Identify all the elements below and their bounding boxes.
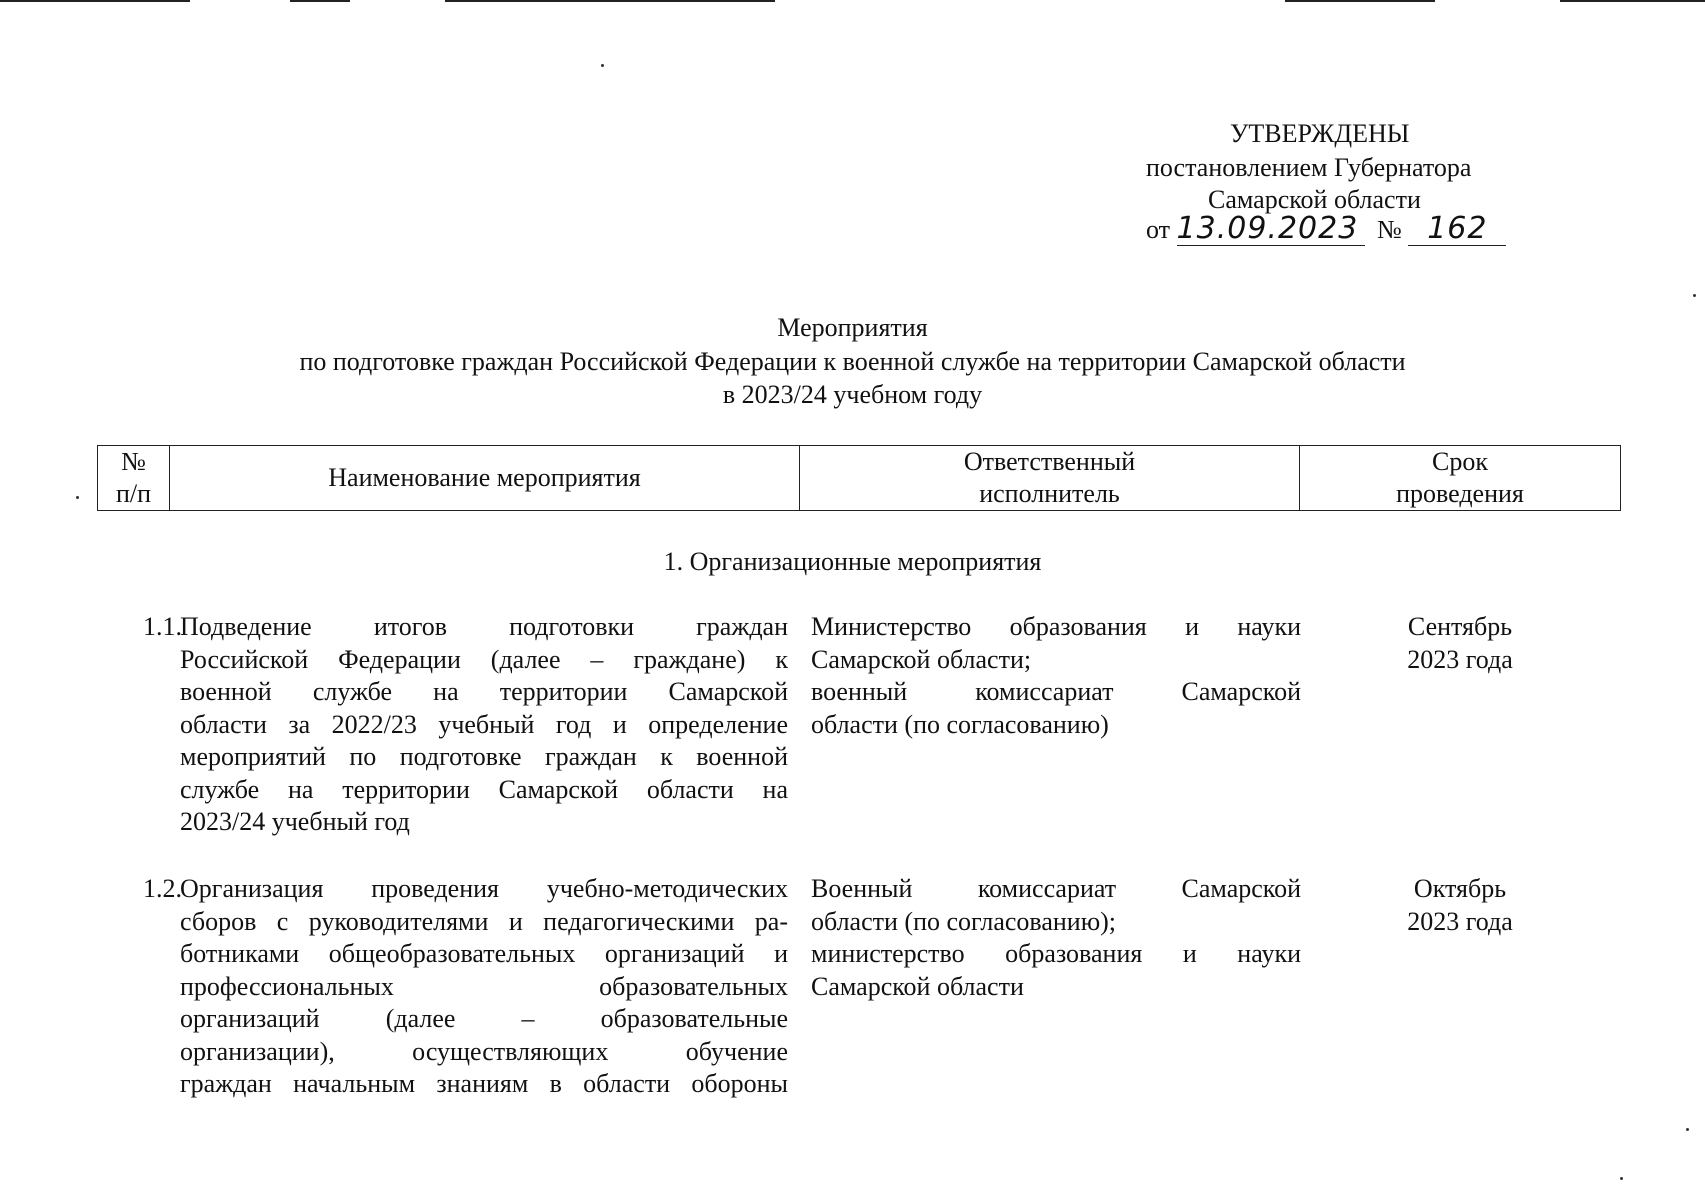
- scan-edge-line: [0, 0, 190, 2]
- event-name-line: граждан начальным знаниям в области обороны: [180, 1069, 788, 1098]
- row-term: [1330, 873, 1590, 938]
- row-responsible: [811, 873, 1301, 1003]
- row-term: [1330, 611, 1590, 676]
- term-line: Сентябрь: [1407, 612, 1513, 641]
- header-number-line2: п/п: [115, 479, 152, 508]
- header-responsible-cell: [800, 446, 1300, 511]
- document-subtitle-year: в 2023/24 учебном году: [722, 380, 983, 409]
- scan-edge-line: [1560, 0, 1705, 2]
- term-line: Октябрь: [1413, 874, 1507, 903]
- event-name-line: сборов с руководителями и педагогическими ра-: [180, 906, 788, 936]
- approval-line-region: Самарской области: [1208, 185, 1421, 214]
- event-name-line: области за 2022/23 учебный год и определение: [180, 709, 788, 739]
- header-name-text: Наименование мероприятия: [328, 463, 641, 492]
- responsible-line: Военный комиссариат Самарской: [811, 874, 1301, 903]
- event-name-line: организации), осуществляющих обучение: [180, 1036, 788, 1066]
- row-event-name: [180, 873, 788, 1101]
- event-name-line: мероприятий по подготовке граждан к военной: [180, 742, 788, 771]
- header-name-cell: [170, 446, 800, 511]
- handwritten-number: 162: [1427, 211, 1488, 246]
- event-name-line: Подведение итогов подготовки граждан: [180, 612, 788, 641]
- responsible-line: области (по согласованию): [811, 709, 1109, 739]
- event-name-line: ботниками общеобразовательных организаций и: [180, 939, 788, 968]
- document-subtitle: по подготовке граждан Российской Федерации к военной службе на территории Самарской области: [299, 347, 1406, 376]
- scan-speck: [601, 64, 604, 67]
- scan-edge-line: [290, 0, 350, 2]
- approval-heading: УТВЕРЖДЕНЫ: [1230, 119, 1410, 148]
- event-name-line: 2023/24 учебный год: [180, 807, 410, 836]
- event-name-line: военной службе на территории Самарской: [180, 677, 788, 706]
- number-prefix: №: [1377, 215, 1402, 244]
- handwritten-date: 13.09.2023: [1176, 211, 1359, 246]
- scan-edge-line: [1285, 0, 1435, 2]
- term-line: 2023 года: [1407, 906, 1513, 936]
- header-number-line1: №: [121, 447, 146, 476]
- responsible-line: министерство образования и науки: [811, 939, 1301, 968]
- header-term-line1: Срок: [1432, 447, 1488, 476]
- event-name-line: профессиональных образовательных: [180, 971, 788, 1001]
- responsible-line: области (по согласованию);: [811, 906, 1117, 936]
- scan-edge-line: [445, 0, 775, 2]
- term-line: 2023 года: [1407, 644, 1513, 674]
- row-event-name: [180, 611, 788, 839]
- responsible-line: Самарской области;: [811, 644, 1032, 674]
- event-name-line: Организация проведения учебно-методических: [180, 874, 788, 903]
- header-term-line2: проведения: [1396, 479, 1524, 508]
- table-header: [97, 445, 1621, 511]
- responsible-line: Самарской области: [811, 971, 1024, 1001]
- header-number-cell: [98, 446, 170, 511]
- number-field: [1408, 211, 1506, 246]
- scan-speck: [1686, 1128, 1689, 1131]
- scan-speck: [1620, 1177, 1623, 1180]
- header-responsible-line1: Ответственный: [963, 447, 1136, 476]
- document-title: Мероприятия: [777, 313, 928, 342]
- event-name-line: службе на территории Самарской области на: [180, 774, 788, 804]
- scan-speck: [1693, 294, 1696, 297]
- approval-line-decree: постановлением Губернатора: [1146, 153, 1472, 182]
- event-name-line: Российской Федерации (далее – граждане) к: [180, 644, 788, 674]
- responsible-line: Министерство образования и науки: [811, 612, 1301, 641]
- date-prefix: от: [1146, 215, 1171, 244]
- approval-date-line: [1146, 211, 1506, 246]
- row-responsible: [811, 611, 1301, 741]
- table-header-row: [98, 446, 1621, 511]
- responsible-line: военный комиссариат Самарской: [811, 677, 1301, 706]
- section-heading: 1. Организационные мероприятия: [663, 547, 1042, 576]
- date-field: [1176, 211, 1365, 246]
- scan-speck: [76, 496, 79, 499]
- row-number: 1.1.: [143, 612, 182, 641]
- header-responsible-line2: исполнитель: [979, 479, 1120, 508]
- row-number: 1.2.: [143, 874, 182, 903]
- event-name-line: организаций (далее – образовательные: [180, 1004, 788, 1033]
- header-term-cell: [1300, 446, 1621, 511]
